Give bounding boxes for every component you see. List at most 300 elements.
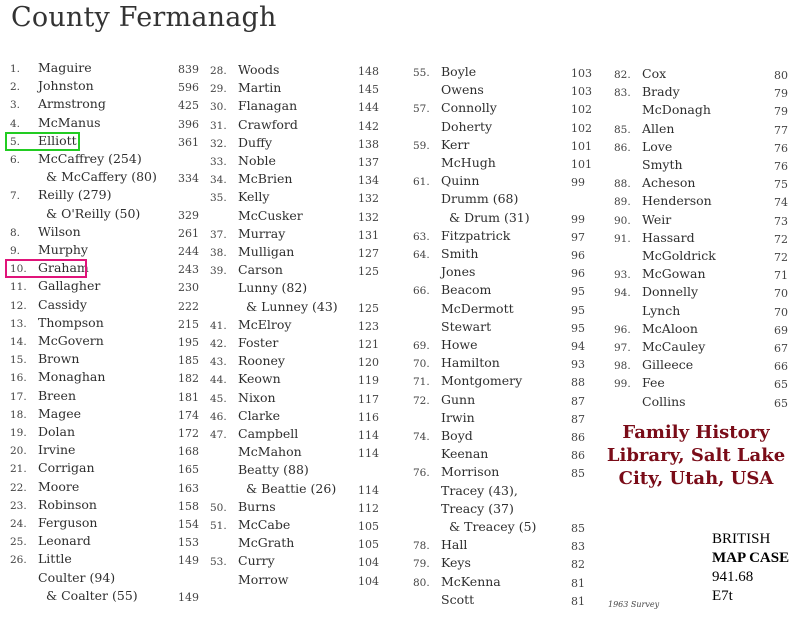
- surname-count: 149: [178, 554, 199, 568]
- surname: Irvine: [38, 442, 76, 458]
- surname-count: 839: [178, 63, 199, 76]
- surname: Scott: [441, 591, 475, 607]
- list-item: [210, 317, 388, 335]
- surname: McCaffrey (254): [38, 151, 142, 166]
- surname: Gallagher: [38, 278, 101, 294]
- surname-count: 123: [358, 319, 379, 333]
- surname: Martin: [238, 80, 282, 96]
- surname: McCauley: [642, 339, 706, 354]
- surname: Keys: [441, 555, 471, 571]
- rank-number: 10.: [10, 263, 27, 276]
- surname: Cox: [642, 66, 667, 81]
- map-case-label: [712, 530, 789, 606]
- list-item: [210, 171, 388, 189]
- surname: Little: [38, 551, 72, 567]
- list-item: [413, 301, 601, 319]
- surname: Quinn: [441, 173, 480, 189]
- surname: Fitzpatrick: [441, 227, 511, 243]
- surname-count: 104: [358, 574, 379, 588]
- list-item: [10, 224, 208, 242]
- surname-count: 86: [571, 431, 585, 444]
- list-item: [413, 173, 601, 191]
- surname-count: 596: [178, 81, 199, 95]
- list-item: [210, 98, 388, 116]
- surname: Carson: [238, 262, 283, 278]
- surname-count: 101: [571, 158, 592, 171]
- rank-number: 50.: [210, 501, 227, 514]
- surname: Love: [642, 138, 673, 154]
- rank-number: 98.: [614, 360, 631, 373]
- surname-count: 121: [358, 338, 379, 351]
- list-item: [614, 248, 803, 266]
- rank-number: 35.: [210, 192, 227, 205]
- surname: McKenna: [441, 573, 501, 589]
- list-item: [10, 551, 208, 569]
- surname-count: 174: [178, 408, 199, 422]
- surname-count: 114: [358, 483, 379, 497]
- surname-count: 120: [358, 356, 379, 370]
- list-item: [413, 537, 601, 555]
- surname-count: 114: [358, 447, 379, 461]
- list-item: [210, 481, 388, 499]
- surname-count: 79: [774, 87, 788, 101]
- list-item: [10, 206, 208, 224]
- list-item: [413, 191, 601, 209]
- list-item: [210, 244, 388, 262]
- surname: Flanagan: [238, 98, 298, 114]
- surname-count: 97: [571, 230, 585, 244]
- surname-count: 82: [571, 558, 585, 572]
- list-item: [413, 337, 601, 355]
- surname: Smyth: [642, 157, 683, 172]
- surname-count: 134: [358, 174, 379, 188]
- library-note: [598, 421, 794, 490]
- list-item: [210, 371, 388, 389]
- surname-count: 85: [571, 522, 585, 535]
- surname: & Beattie (26): [246, 480, 337, 496]
- list-item: [614, 157, 803, 175]
- list-item: [210, 335, 388, 353]
- surname-count: 86: [571, 449, 585, 463]
- rank-number: 8.: [10, 226, 21, 239]
- library-note-line: Family History: [622, 422, 770, 443]
- list-item: [10, 297, 208, 315]
- surname: Robinson: [38, 496, 97, 512]
- surname-count: 114: [358, 429, 379, 442]
- surname: Campbell: [238, 426, 299, 441]
- surname: & Lunney (43): [246, 298, 338, 314]
- surname: Duffy: [238, 134, 273, 150]
- surname-count: 95: [571, 285, 585, 299]
- surname-count: 116: [358, 410, 379, 424]
- surname: McAloon: [642, 320, 698, 336]
- rank-number: 69.: [413, 340, 430, 352]
- surname-count: 95: [571, 303, 585, 317]
- surname: McManus: [38, 114, 101, 130]
- rank-number: 23.: [10, 499, 27, 512]
- rank-number: 96.: [614, 323, 631, 336]
- list-item: [10, 315, 208, 333]
- list-item: [614, 212, 803, 230]
- surname: McHugh: [441, 155, 496, 170]
- surname: Weir: [642, 211, 672, 227]
- surname: Nixon: [238, 389, 276, 405]
- list-item: [10, 460, 208, 478]
- surname: & Coalter (55): [46, 587, 138, 603]
- list-item: [614, 321, 803, 339]
- surname: Stewart: [441, 318, 492, 334]
- surname-count: 158: [178, 499, 199, 513]
- surname-count: 65: [774, 396, 788, 410]
- surname-count: 132: [358, 210, 379, 224]
- surname: Johnston: [38, 78, 94, 94]
- surname-count: 94: [571, 340, 585, 353]
- surname-count: 154: [178, 518, 199, 531]
- surname: Noble: [238, 153, 276, 168]
- pink-highlight-box: [5, 259, 87, 278]
- rank-number: 11.: [10, 281, 27, 294]
- surname: Cassidy: [38, 296, 87, 312]
- surname-count: 76: [774, 141, 788, 155]
- list-item: [210, 299, 388, 317]
- surname: Keown: [238, 371, 281, 387]
- surname: Donnelly: [642, 284, 699, 300]
- surname-count: 87: [571, 412, 585, 426]
- rank-number: 55.: [413, 67, 430, 79]
- surname-count: 105: [358, 520, 379, 533]
- surname: McGowan: [642, 266, 706, 282]
- surname-count: 77: [774, 123, 788, 137]
- library-note-line: Library, Salt Lake: [606, 445, 786, 466]
- list-item: [10, 333, 208, 351]
- list-item: [413, 555, 601, 573]
- rank-number: 15.: [10, 354, 27, 367]
- surname: Elliott: [38, 132, 77, 148]
- list-item: [10, 115, 208, 133]
- surname-count: 80: [774, 69, 788, 82]
- surname: Kelly: [238, 189, 270, 205]
- surname-count: 153: [178, 536, 199, 550]
- surname: McGoldrick: [642, 248, 716, 263]
- list-item: [10, 78, 208, 96]
- rank-number: 90.: [614, 214, 631, 227]
- library-note-line: City, Utah, USA: [618, 468, 774, 489]
- surname-count: 112: [358, 501, 379, 515]
- list-item: [210, 280, 388, 298]
- surname-count: 163: [178, 481, 199, 495]
- surname: McGovern: [38, 333, 104, 348]
- list-item: [210, 462, 388, 480]
- surname: Coulter (94): [38, 569, 116, 585]
- surname: McGrath: [238, 535, 295, 551]
- list-item: [10, 497, 208, 515]
- list-item: [413, 373, 601, 391]
- rank-number: 18.: [10, 408, 27, 421]
- rank-number: 22.: [10, 481, 27, 494]
- surname-count: 119: [358, 374, 379, 388]
- list-item: [413, 228, 601, 246]
- rank-number: 37.: [210, 228, 227, 241]
- surname-count: 182: [178, 372, 199, 386]
- rank-number: 6.: [10, 154, 21, 166]
- rank-number: 12.: [10, 299, 27, 312]
- surname-count: 67: [774, 342, 788, 355]
- rank-number: 38.: [210, 247, 227, 259]
- rank-number: 13.: [10, 317, 27, 330]
- surname-count: 181: [178, 390, 199, 404]
- surname: McCabe: [238, 517, 291, 532]
- list-item: [10, 151, 208, 169]
- rank-number: 16.: [10, 372, 27, 385]
- list-item: [413, 446, 601, 464]
- surname: McMahon: [238, 444, 302, 460]
- surname-count: 329: [178, 208, 199, 222]
- rank-number: 91.: [614, 232, 631, 245]
- surname: Reilly (279): [38, 187, 112, 203]
- rank-number: 71.: [413, 376, 430, 389]
- rank-number: 24.: [10, 518, 27, 530]
- surname: Morrow: [238, 571, 289, 587]
- rank-number: 80.: [413, 576, 430, 589]
- surname: McElroy: [238, 316, 292, 332]
- rank-number: 97.: [614, 342, 631, 354]
- surname-count: 74: [774, 196, 788, 210]
- rank-number: 51.: [210, 520, 227, 532]
- rank-number: 78.: [413, 540, 430, 553]
- page-title: County Fermanagh: [11, 2, 277, 33]
- surname-count: 334: [178, 172, 199, 186]
- surname-count: 149: [178, 590, 199, 604]
- list-item: [614, 284, 803, 302]
- surname-count: 148: [358, 65, 379, 78]
- surname: Thompson: [38, 314, 104, 330]
- surname: Beacom: [441, 282, 492, 298]
- list-item: [413, 119, 601, 137]
- list-item: [413, 210, 601, 228]
- surname: Irwin: [441, 409, 475, 425]
- surname: Hall: [441, 537, 468, 553]
- rank-number: 20.: [10, 445, 27, 458]
- rank-number: 70.: [413, 358, 430, 371]
- rank-number: 17.: [10, 390, 27, 403]
- list-item: [10, 351, 208, 369]
- list-item: [210, 517, 388, 535]
- surname-count: 93: [571, 358, 585, 372]
- rank-number: 43.: [210, 356, 227, 369]
- surname: Keenan: [441, 446, 489, 462]
- list-item: [413, 574, 601, 592]
- surname-count: 131: [358, 228, 379, 242]
- rank-number: 42.: [210, 338, 227, 350]
- surname-count: 104: [358, 556, 379, 570]
- rank-number: 63.: [413, 230, 430, 243]
- list-item: [210, 572, 388, 590]
- surname-count: 361: [178, 135, 199, 149]
- rank-number: 66.: [413, 285, 430, 298]
- surname-count: 222: [178, 299, 199, 313]
- surname: Wilson: [38, 223, 81, 239]
- surname: Magee: [38, 405, 82, 421]
- surname-count: 103: [571, 85, 592, 99]
- surname: Gunn: [441, 391, 476, 407]
- surname-count: 99: [571, 212, 585, 226]
- rank-number: 29.: [210, 83, 227, 96]
- surname: Rooney: [238, 353, 285, 369]
- surname: Hassard: [642, 229, 695, 245]
- rank-number: 46.: [210, 410, 227, 423]
- rank-number: 3.: [10, 99, 21, 112]
- surname: Connolly: [441, 100, 497, 116]
- surname-count: 65: [774, 378, 788, 392]
- surname-count: 244: [178, 245, 199, 258]
- list-item: [210, 390, 388, 408]
- list-item: [413, 501, 601, 519]
- surname-count: 215: [178, 317, 199, 331]
- surname: Clarke: [238, 407, 280, 423]
- surname: Allen: [642, 120, 675, 136]
- surname: Burns: [238, 498, 276, 514]
- rank-number: 1.: [10, 63, 21, 75]
- rank-number: 39.: [210, 265, 227, 278]
- list-item: [614, 193, 803, 211]
- surname: Moore: [38, 478, 80, 494]
- surname-count: 105: [358, 538, 379, 552]
- surname-count: 261: [178, 226, 199, 240]
- list-item: [210, 208, 388, 226]
- list-item: [10, 442, 208, 460]
- rank-number: 45.: [210, 392, 227, 405]
- list-item: [210, 153, 388, 171]
- list-item: [210, 553, 388, 571]
- list-item: [10, 424, 208, 442]
- map-case-line: E7t: [712, 588, 733, 604]
- rank-number: 30.: [210, 101, 227, 114]
- list-item: [413, 264, 601, 282]
- list-item: [210, 62, 388, 80]
- rank-number: 33.: [210, 156, 227, 168]
- rank-number: 5.: [10, 135, 21, 148]
- surname: Woods: [238, 62, 280, 77]
- surname-count: 72: [774, 251, 788, 264]
- list-item: [10, 278, 208, 296]
- list-item: [10, 406, 208, 424]
- list-item: [413, 319, 601, 337]
- surname: Smith: [441, 246, 479, 261]
- surname: Montgomery: [441, 373, 523, 389]
- surname: McDonagh: [642, 102, 711, 118]
- surname-count: 103: [571, 67, 592, 80]
- list-item: [413, 410, 601, 428]
- list-item: [614, 357, 803, 375]
- list-item: [210, 117, 388, 135]
- surname: Drumm (68): [441, 191, 519, 207]
- surname: & McCaffery (80): [46, 169, 157, 185]
- surname: Murphy: [38, 242, 88, 257]
- survey-note: 1963 Survey: [608, 600, 660, 609]
- surname-count: 145: [358, 83, 379, 97]
- surname: & O'Reilly (50): [46, 205, 141, 221]
- surname: & Treacey (5): [449, 519, 537, 534]
- rank-number: 72.: [413, 394, 430, 407]
- list-item: [413, 155, 601, 173]
- surname: Mulligan: [238, 244, 295, 259]
- rank-number: 2.: [10, 81, 21, 94]
- list-item: [210, 535, 388, 553]
- surname-count: 125: [358, 301, 379, 315]
- list-item: [614, 266, 803, 284]
- surname: Doherty: [441, 118, 493, 134]
- list-item: [614, 175, 803, 193]
- list-item: [413, 355, 601, 373]
- surname: McDermott: [441, 300, 514, 316]
- rank-number: 25.: [10, 536, 27, 549]
- surname: Armstrong: [38, 96, 106, 112]
- surname: Brown: [38, 351, 80, 367]
- list-item: [614, 394, 803, 412]
- surname: Kerr: [441, 136, 470, 152]
- list-item: [614, 230, 803, 248]
- rank-number: 57.: [413, 103, 430, 116]
- surname: Brady: [642, 84, 680, 100]
- surname-count: 83: [571, 540, 585, 554]
- surname: Murray: [238, 225, 286, 241]
- surname: Gilleece: [642, 357, 694, 373]
- list-item: [614, 121, 803, 139]
- surname-count: 69: [774, 323, 788, 337]
- rank-number: 88.: [614, 178, 631, 191]
- rank-number: 85.: [614, 123, 631, 136]
- rank-number: 83.: [614, 87, 631, 100]
- list-item: [10, 369, 208, 387]
- surname-count: 425: [178, 99, 199, 113]
- surname: Dolan: [38, 424, 76, 439]
- surname-count: 72: [774, 232, 788, 246]
- list-item: [10, 515, 208, 533]
- surname-count: 95: [571, 321, 585, 335]
- list-item: [210, 80, 388, 98]
- list-item: [10, 60, 208, 78]
- surname: Collins: [642, 393, 686, 409]
- list-item: [614, 139, 803, 157]
- surname: & Drum (31): [449, 209, 530, 225]
- surname: Corrigan: [38, 460, 95, 476]
- surname: Leonard: [38, 533, 91, 549]
- list-item: [413, 519, 601, 537]
- rank-number: 26.: [10, 554, 27, 567]
- surname: Hamilton: [441, 355, 500, 371]
- surname-count: 195: [178, 336, 199, 349]
- surname: Crawford: [238, 116, 298, 132]
- surname: Treacy (37): [441, 500, 514, 516]
- green-highlight-box: [5, 132, 80, 151]
- list-item: [413, 592, 601, 610]
- list-item: [10, 169, 208, 187]
- surname: Breen: [38, 387, 77, 403]
- list-item: [614, 303, 803, 321]
- surname-count: 87: [571, 394, 585, 408]
- list-item: [10, 388, 208, 406]
- rank-number: 19.: [10, 427, 27, 439]
- surname-count: 96: [571, 267, 585, 281]
- list-item: [10, 570, 208, 588]
- rank-number: 76.: [413, 467, 430, 480]
- surname-count: 142: [358, 119, 379, 133]
- surname-count: 70: [774, 305, 788, 319]
- surname: Beatty (88): [238, 462, 309, 478]
- surname-count: 137: [358, 156, 379, 169]
- list-item: [10, 242, 208, 260]
- surname: McCusker: [238, 207, 303, 223]
